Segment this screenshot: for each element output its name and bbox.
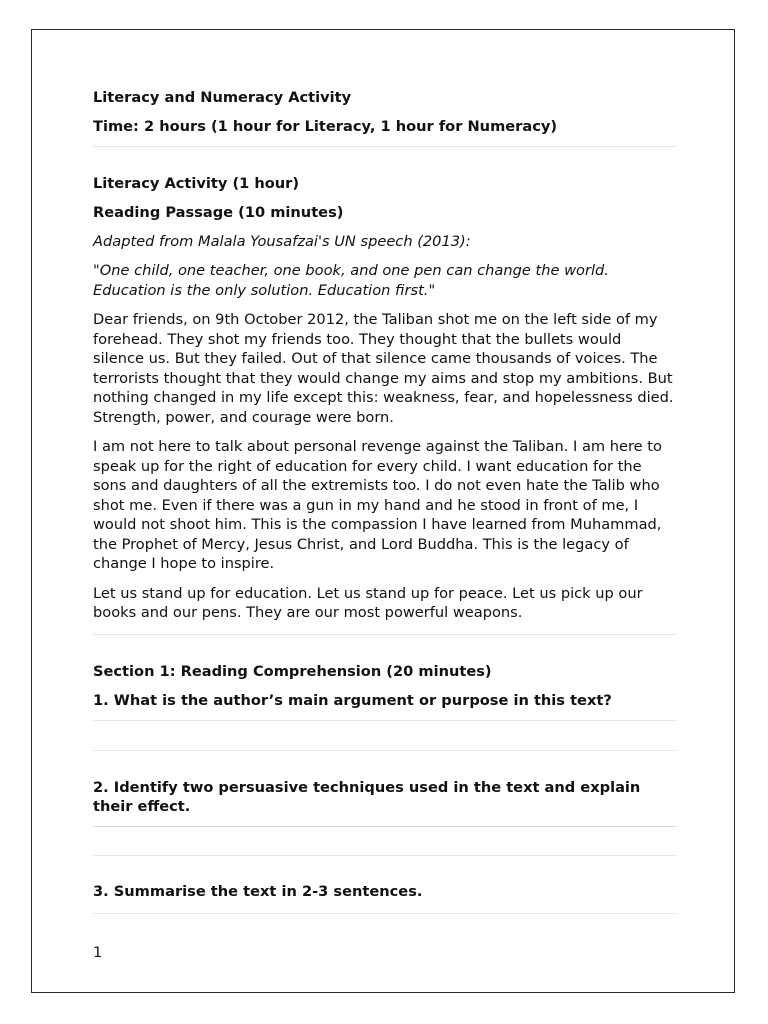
answer-line xyxy=(93,826,676,827)
question-1: 1. What is the author’s main argument or purpose in this text? xyxy=(93,691,612,709)
section-1-heading: Section 1: Reading Comprehension (20 minutes) xyxy=(93,662,492,680)
answer-line xyxy=(93,750,676,751)
literacy-heading: Literacy Activity (1 hour) xyxy=(93,175,300,192)
quote-close-mark: " xyxy=(428,281,436,299)
speech-paragraph-1: Dear friends, on 9th October 2012, the Taliban shot me on the left side of my forehead. They shot my friends too. They thought that the bullets would silence us. But they failed. Out of that silence came thousands of voices. The terrorists thought that they would change my aims and stop my ambitions. But nothing changed in my life except this: weakness, fear, and hopelessness died. Strength, power, and courage were born. xyxy=(93,311,674,426)
document-page xyxy=(31,29,735,993)
time-line: Time: 2 hours (1 hour for Literacy, 1 hour for Numeracy) xyxy=(93,118,558,135)
divider xyxy=(93,634,676,635)
question-2: 2. Identify two persuasive techniques used in the text and explain their effect. xyxy=(93,778,641,815)
source-line: Adapted from Malala Yousafzai's UN speech (2013): xyxy=(93,233,471,250)
divider xyxy=(93,146,676,147)
reading-passage-heading: Reading Passage (10 minutes) xyxy=(93,204,344,221)
speech-paragraph-2: I am not here to talk about personal revenge against the Taliban. I am here to speak up for the right of education for every child. I want education for the sons and daughters of all the extremists too. I do not even hate the Talib who shot me. Even if there was a gun in my hand and he stood in front of me, I would not shoot him. This is the compassion I have learned from Muhammad, the Prophet of Mercy, Jesus Christ, and Lord Buddha. This is the legacy of change I hope to inspire. xyxy=(93,438,662,572)
document-title: Literacy and Numeracy Activity xyxy=(93,89,352,106)
quote xyxy=(93,261,676,300)
answer-line xyxy=(93,720,676,721)
answer-line xyxy=(93,855,676,856)
quote-open-mark: " xyxy=(93,262,100,279)
page-number: 1 xyxy=(93,944,103,961)
speech-paragraph-3: Let us stand up for education. Let us stand up for peace. Let us pick up our books and our pens. They are our most powerful weapons. xyxy=(93,584,643,621)
document-content xyxy=(93,86,676,914)
quote-text: One child, one teacher, one book, and one pen can change the world. Education is the only solution. Education first. xyxy=(93,262,609,299)
answer-line xyxy=(93,913,676,914)
question-3: 3. Summarise the text in 2-3 sentences. xyxy=(93,882,423,900)
